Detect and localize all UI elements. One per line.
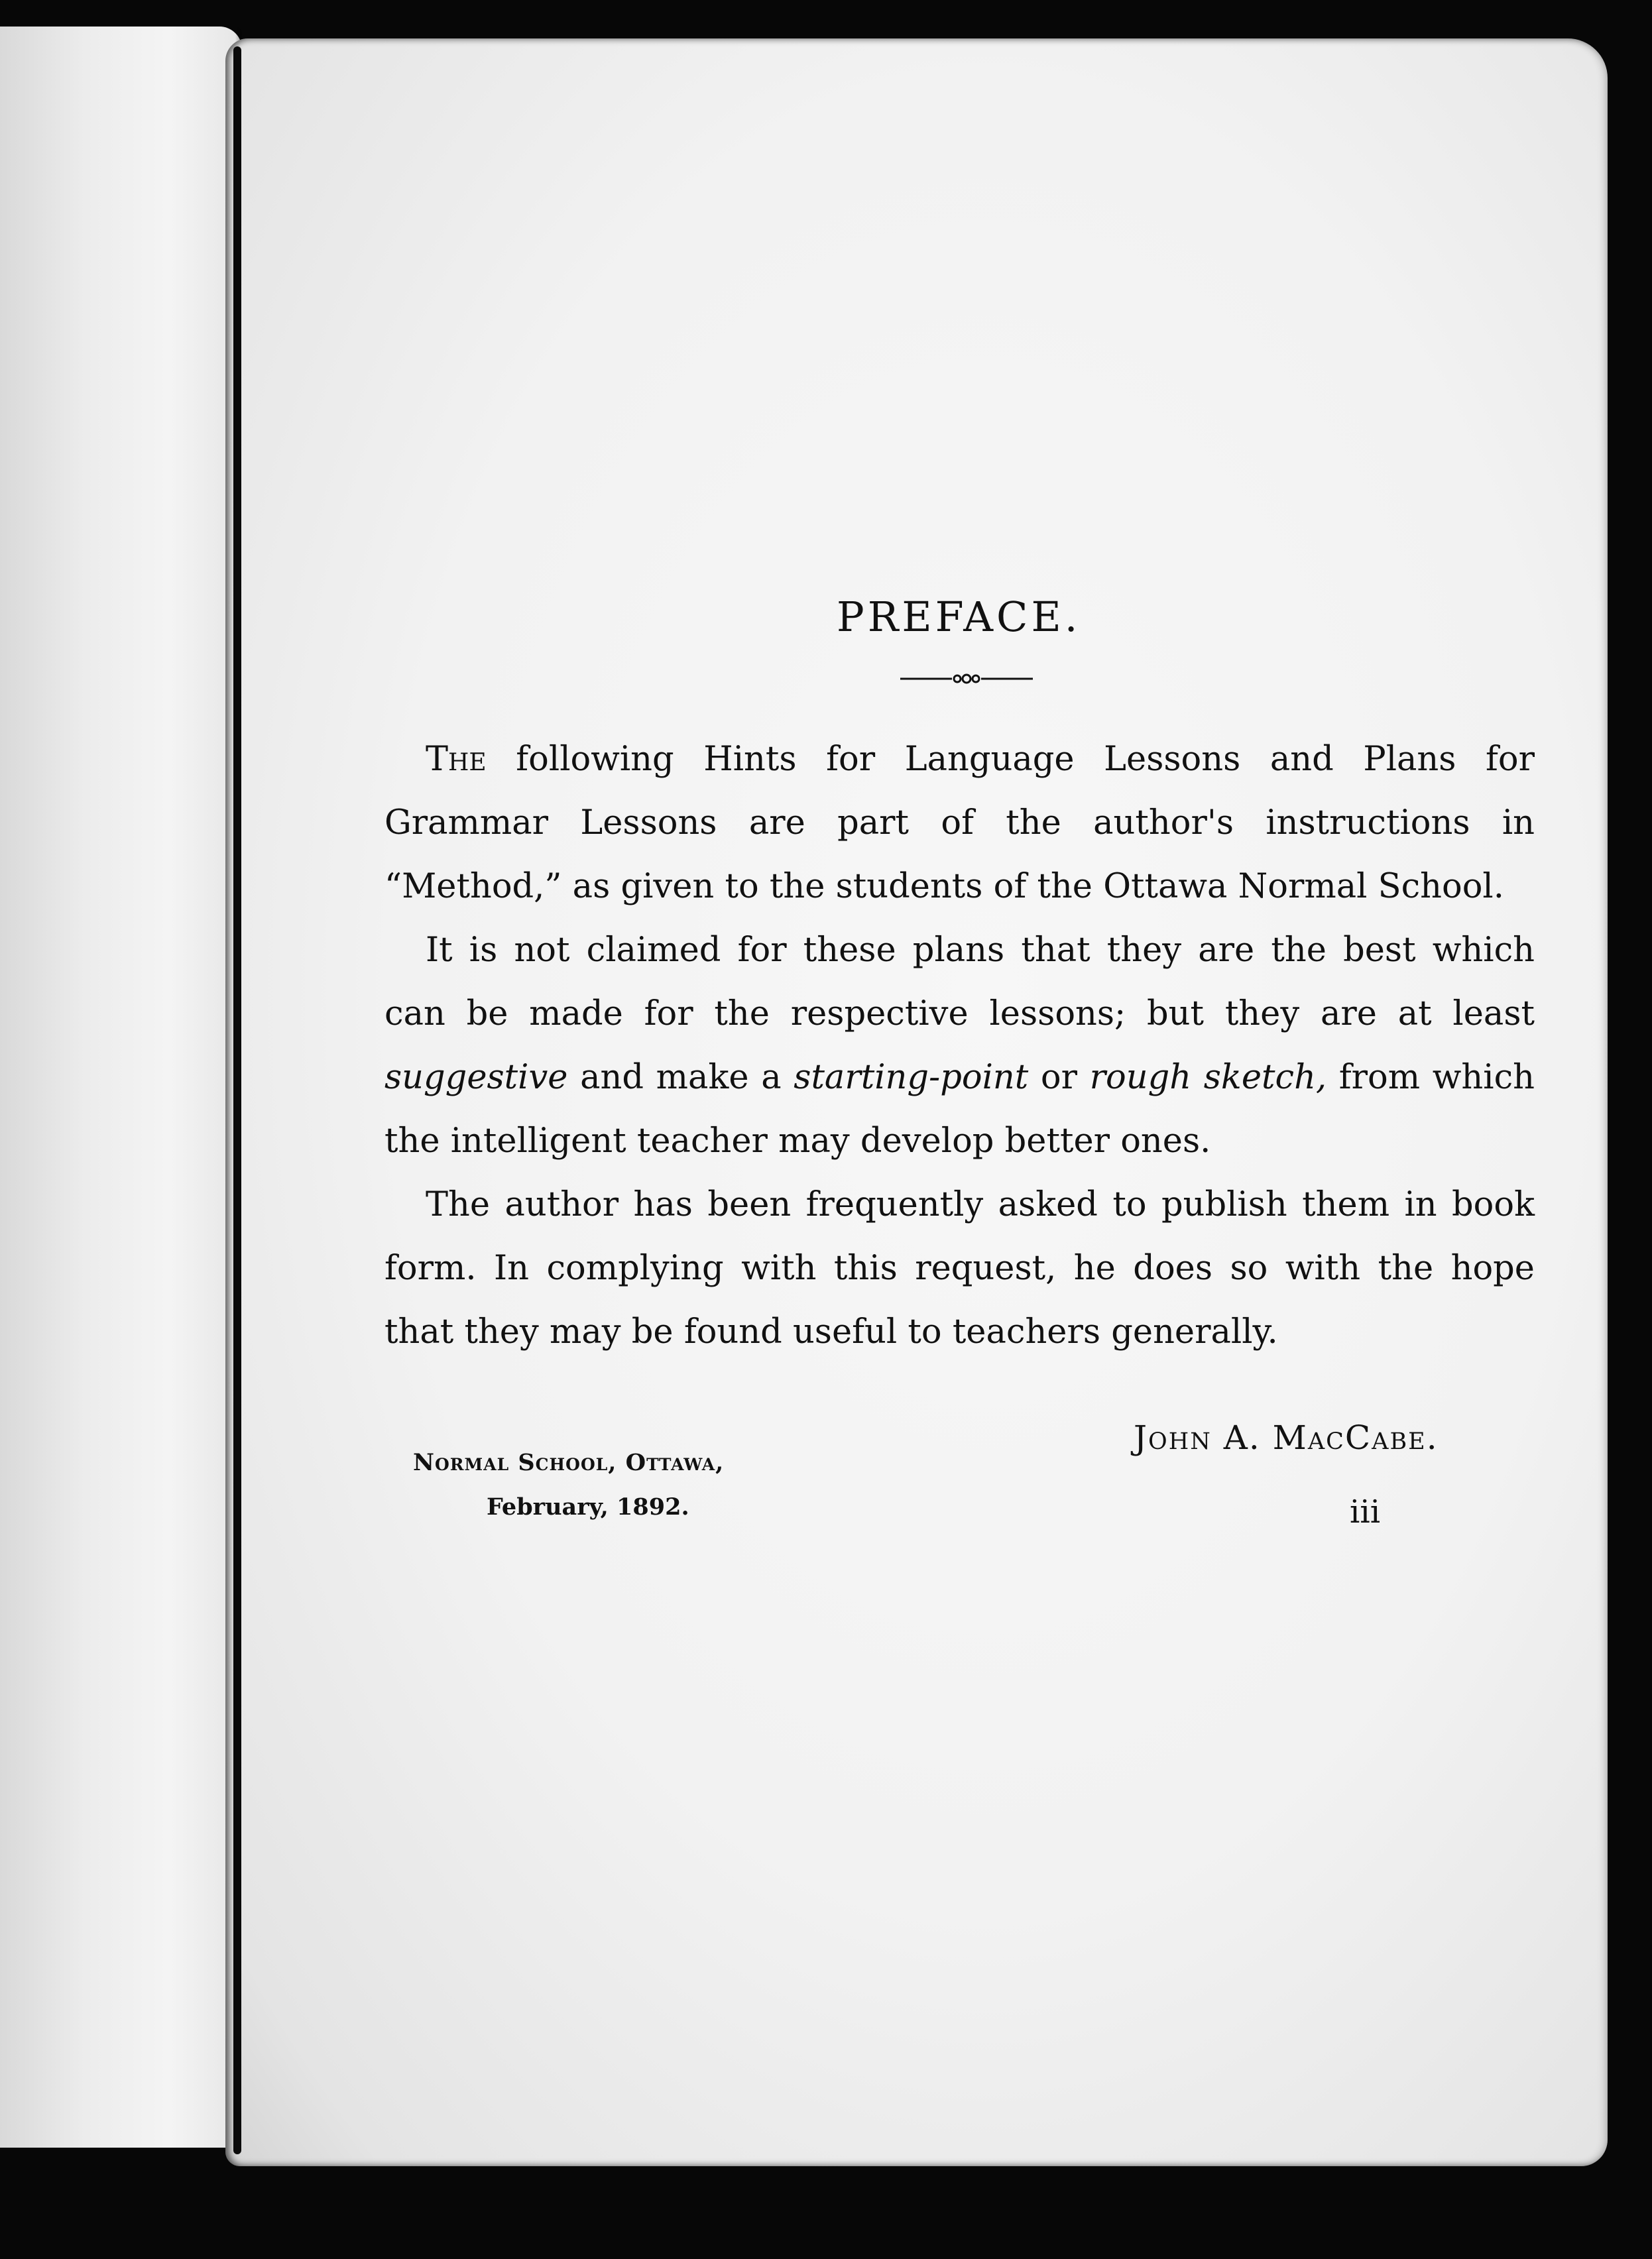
binding-edge — [233, 46, 241, 2154]
emphasis-suggestive: suggestive — [384, 1058, 568, 1097]
date-line: February, 1892. — [487, 1493, 689, 1521]
paragraph-3 — [384, 1173, 1535, 1364]
paragraph-2-text-b: and make a — [567, 1058, 794, 1097]
page-title: PREFACE. — [837, 592, 1081, 641]
paragraph-2-text-c: or — [1028, 1058, 1090, 1097]
paragraph-2-text-a: It is not claimed for these plans that they are the best which can be made for the respective lessons; but they are at least — [384, 931, 1535, 1033]
author-signature: John A. MacCabe. — [1134, 1419, 1439, 1457]
ornament-divider-icon — [900, 671, 1033, 687]
paragraph-2 — [384, 919, 1535, 1173]
paragraph-3-text: The author has been frequently asked to publish them in book form. In complying with this request, he does so with the hope that they may be found useful to teachers generally. — [384, 1185, 1535, 1352]
previous-page-edge — [0, 27, 242, 2148]
paragraph-2-text-d: from which the intelligent teacher may develop better ones. — [384, 1058, 1535, 1161]
emphasis-rough-sketch: rough sketch, — [1089, 1058, 1327, 1097]
place-line: Normal School, Ottawa, — [413, 1449, 725, 1476]
emphasis-starting-point: starting-point — [794, 1058, 1029, 1097]
page-number: iii — [1350, 1493, 1381, 1531]
paragraph-1 — [384, 728, 1535, 919]
preface-body — [384, 728, 1535, 1364]
drop-lead-word: The — [426, 740, 487, 779]
paragraph-1-text: following Hints for Language Lessons and Plans for Grammar Lessons are part of the author's instructions in “Method,” as given to the students of the Ottawa Normal School. — [384, 740, 1535, 906]
